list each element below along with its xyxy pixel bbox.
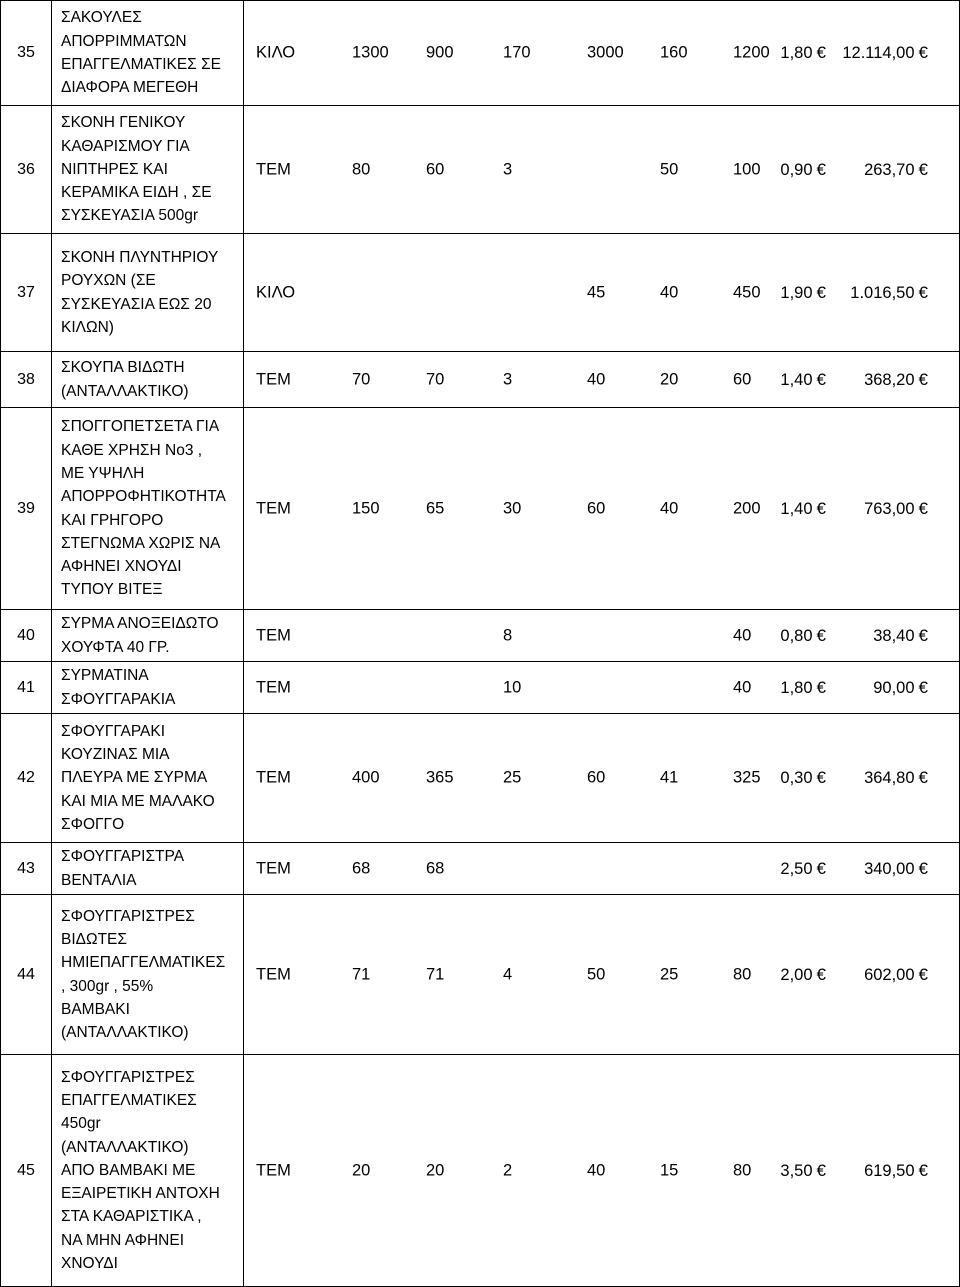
unit-price — [780, 859, 826, 879]
total-price-value: 263,70 — [864, 160, 915, 179]
quantity-q6: 40 — [733, 626, 752, 644]
description-line: ΕΠΑΓΓΕΛΜΑΤΙΚΕΣ ΣΕ — [61, 56, 221, 73]
item-values — [244, 610, 960, 662]
description-line: (ΑΝΤΑΛΛΑΚΤΙΚΟ) — [61, 1024, 189, 1042]
description-line: ΤΥΠΟΥ ΒΙΤΕΞ — [61, 581, 163, 599]
quantity-q4: 3000 — [587, 43, 624, 62]
unit-price-value: 2,50 — [780, 859, 813, 878]
quantity-q4: 40 — [587, 1161, 606, 1179]
item-values — [244, 662, 960, 714]
total-price-value: 340,00 — [864, 859, 915, 878]
quantity-q3: 2 — [503, 1161, 513, 1179]
description-line: ΕΞΑΙΡΕΤΙΚΗ ΑΝΤΟΧΗ — [61, 1185, 220, 1203]
euro-icon: € — [816, 1160, 826, 1180]
item-number: 44 — [1, 895, 52, 1055]
quantity-q1: 70 — [352, 370, 371, 388]
item-values — [244, 714, 960, 843]
description-line: ΣΤΕΓΝΩΜΑ ΧΩΡΙΣ ΝΑ — [61, 534, 221, 552]
item-description — [52, 843, 244, 895]
unit-value: ΤΕΜ — [256, 859, 291, 877]
euro-icon: € — [816, 964, 826, 984]
item-values — [244, 106, 960, 234]
unit-value: ΤΕΜ — [256, 499, 291, 517]
quantity-q3: 25 — [503, 768, 522, 787]
description-line: ΣΚΟΥΠΑ ΒΙΔΩΤΗ — [61, 359, 185, 377]
quantity-q1: 71 — [352, 965, 371, 983]
unit-price-value: 0,30 — [780, 769, 813, 787]
item-number: 40 — [1, 610, 52, 662]
unit-price — [780, 370, 826, 390]
unit-price-value: 0,80 — [780, 626, 813, 645]
unit-price — [780, 499, 826, 519]
euro-icon: € — [816, 369, 826, 389]
quantity-q1: 150 — [352, 499, 380, 517]
unit-price-value: 1,80 — [780, 678, 813, 697]
table-row — [1, 662, 960, 714]
description-line: ΧΝΟΥΔΙ — [61, 1255, 118, 1273]
euro-icon: € — [918, 677, 928, 697]
item-number: 42 — [1, 714, 52, 843]
description-line: ΣΦΟΥΓΓΑΡΑΚΙΑ — [61, 690, 176, 708]
euro-icon: € — [816, 159, 826, 179]
total-price-value: 1.016,50 — [850, 283, 915, 302]
item-description — [52, 1, 244, 106]
description-line: ΣΦΟΓΓΟ — [61, 815, 125, 833]
euro-icon: € — [816, 858, 826, 878]
unit-price — [780, 768, 826, 788]
item-description — [52, 714, 244, 843]
unit-value: ΤΕΜ — [256, 626, 291, 644]
total-price-value: 38,40 — [873, 626, 915, 645]
item-values — [244, 1, 960, 106]
unit-value: ΚΙΛΟ — [256, 43, 296, 62]
total-price — [864, 160, 928, 180]
quantity-q6: 60 — [733, 370, 752, 388]
quantity-q5: 50 — [660, 160, 679, 178]
description-line: ΠΛΕΥΡΑ ΜΕ ΣΥΡΜΑ — [61, 769, 208, 787]
unit-price-value: 1,90 — [780, 283, 813, 302]
euro-icon: € — [918, 369, 928, 389]
quantity-q1: 68 — [352, 859, 371, 877]
quantity-q5: 40 — [660, 499, 679, 517]
description-line: ΜΕ ΥΨΗΛΗ — [61, 464, 145, 482]
quantity-q3: 10 — [503, 678, 522, 696]
quantity-q5: 20 — [660, 370, 679, 388]
table-row — [1, 106, 960, 234]
euro-icon: € — [918, 768, 928, 787]
table-row — [1, 408, 960, 610]
quantity-q1: 1300 — [352, 43, 389, 62]
description-line: ΣΦΟΥΓΓΑΡΙΣΤΡΕΣ — [61, 1068, 195, 1086]
total-price-value: 12.114,00 — [842, 44, 915, 62]
unit-price — [780, 160, 826, 180]
euro-icon: € — [816, 282, 826, 302]
item-number: 41 — [1, 662, 52, 714]
unit-value: ΤΕΜ — [256, 160, 291, 178]
quantity-q2: 365 — [426, 768, 454, 787]
description-line: ΑΠΟΡΡΙΜΜΑΤΩΝ — [61, 32, 187, 50]
description-line: ΣΥΡΜΑΤΙΝΑ — [61, 667, 149, 685]
quantity-q1: 20 — [352, 1161, 371, 1179]
euro-icon: € — [816, 768, 826, 787]
quantity-q2: 71 — [426, 965, 445, 983]
item-number: 37 — [1, 234, 52, 352]
quantity-q5: 15 — [660, 1161, 679, 1179]
description-line: ΣΚΟΝΗ ΠΛΥΝΤΗΡΙΟΥ — [61, 248, 219, 266]
quantity-q4: 60 — [587, 499, 606, 517]
item-values — [244, 234, 960, 352]
description-line: ΝΙΠΤΗΡΕΣ ΚΑΙ — [61, 160, 168, 178]
quantity-q4: 45 — [587, 283, 606, 301]
item-number: 38 — [1, 352, 52, 408]
total-price-value: 364,80 — [864, 769, 915, 787]
description-line: ΗΜΙΕΠΑΓΓΕΛΜΑΤΙΚΕΣ — [61, 954, 226, 972]
quantity-q6: 325 — [733, 768, 761, 787]
unit-price-value: 2,00 — [780, 965, 813, 984]
description-line: ΑΦΗΝΕΙ ΧΝΟΥΔΙ — [61, 558, 182, 576]
item-description — [52, 408, 244, 610]
description-line: ΚΑΘΑΡΙΣΜΟΥ ΓΙΑ — [61, 137, 190, 155]
total-price — [864, 965, 928, 985]
item-values — [244, 408, 960, 610]
quantity-q6: 450 — [733, 283, 761, 301]
description-line: ΒΕΝΤΑΛΙΑ — [61, 871, 137, 889]
unit-price — [780, 43, 826, 63]
item-values — [244, 1055, 960, 1287]
table-row — [1, 843, 960, 895]
item-number: 39 — [1, 408, 52, 610]
item-description — [52, 662, 244, 714]
quantity-q5: 160 — [660, 43, 688, 62]
description-line: ΔΙΑΦΟΡΑ ΜΕΓΕΘΗ — [61, 79, 199, 97]
description-line: ΚΙΛΩΝ) — [61, 318, 114, 336]
quantity-q5: 25 — [660, 965, 679, 983]
quantity-q5: 40 — [660, 283, 679, 301]
total-price-value: 602,00 — [864, 965, 915, 984]
euro-icon: € — [816, 43, 826, 62]
euro-icon: € — [816, 498, 826, 518]
euro-icon: € — [918, 858, 928, 878]
item-number: 35 — [1, 1, 52, 106]
item-description — [52, 610, 244, 662]
unit-value: ΤΕΜ — [256, 965, 291, 983]
description-line: ΚΑΙ ΓΡΗΓΟΡΟ — [61, 511, 164, 529]
quantity-q4: 40 — [587, 370, 606, 388]
description-line: ΣΥΡΜΑ ΑΝΟΞΕΙΔΩΤΟ — [61, 615, 219, 633]
table-row — [1, 1, 960, 106]
unit-price-value: 3,50 — [780, 1161, 813, 1180]
quantity-q6: 1200 — [733, 43, 770, 62]
euro-icon: € — [918, 159, 928, 179]
unit-price — [780, 1161, 826, 1181]
unit-value: ΤΕΜ — [256, 370, 291, 388]
unit-price — [780, 283, 826, 303]
unit-price-value: 0,90 — [780, 160, 813, 179]
description-line: ΣΚΟΝΗ ΓΕΝΙΚΟΥ — [61, 114, 186, 132]
quantity-q2: 70 — [426, 370, 445, 388]
quantity-q4: 50 — [587, 965, 606, 983]
quantity-q6: 100 — [733, 160, 761, 178]
description-line: ΚΑΙ ΜΙΑ ΜΕ ΜΑΛΑΚΟ — [61, 792, 215, 810]
table-row — [1, 610, 960, 662]
description-line: ΒΑΜΒΑΚΙ — [61, 1000, 130, 1018]
quantity-q3: 170 — [503, 43, 531, 62]
quantity-q6: 80 — [733, 1161, 752, 1179]
total-price-value: 619,50 — [864, 1161, 915, 1180]
euro-icon: € — [918, 625, 928, 645]
item-values — [244, 352, 960, 408]
total-price — [873, 626, 928, 646]
description-line: ΒΙΔΩΤΕΣ — [61, 930, 127, 948]
quantity-q3: 3 — [503, 160, 513, 178]
quantity-q4: 60 — [587, 768, 606, 787]
description-line: ΣΦΟΥΓΓΑΡΙΣΤΡΕΣ — [61, 907, 195, 925]
total-price — [864, 370, 928, 390]
item-description — [52, 1055, 244, 1287]
item-number: 43 — [1, 843, 52, 895]
quantity-q6: 200 — [733, 499, 761, 517]
euro-icon: € — [816, 677, 826, 697]
unit-price-value: 1,80 — [780, 44, 813, 62]
description-line: 450gr — [61, 1115, 101, 1133]
description-line: ΡΟΥΧΩΝ (ΣΕ — [61, 272, 156, 290]
unit-value: ΤΕΜ — [256, 1161, 291, 1179]
table-row — [1, 714, 960, 843]
quantity-q5: 41 — [660, 768, 679, 787]
description-line: ΣΑΚΟΥΛΕΣ — [61, 9, 142, 27]
item-description — [52, 895, 244, 1055]
description-line: ΝΑ ΜΗΝ ΑΦΗΝΕΙ — [61, 1231, 185, 1249]
description-line: ΑΠΟ ΒΑΜΒΑΚΙ ΜΕ — [61, 1161, 196, 1179]
description-line: (ΑΝΤΑΛΛΑΚΤΙΚΟ) — [61, 382, 189, 400]
unit-value: ΤΕΜ — [256, 768, 291, 787]
description-line: ΚΟΥΖΙΝΑΣ ΜΙΑ — [61, 746, 170, 764]
quantity-q2: 65 — [426, 499, 445, 517]
euro-icon: € — [918, 43, 928, 62]
description-line: , 300gr , 55% — [61, 977, 154, 995]
unit-value: ΚΙΛΟ — [256, 283, 296, 301]
total-price — [864, 768, 928, 788]
quantity-q3: 8 — [503, 626, 513, 644]
item-description — [52, 234, 244, 352]
quantity-q2: 900 — [426, 43, 454, 62]
total-price — [842, 43, 928, 63]
description-line: ΣΤΑ ΚΑΘΑΡΙΣΤΙΚΑ , — [61, 1208, 202, 1226]
total-price-value: 763,00 — [864, 499, 915, 518]
description-line: (ΑΝΤΑΛΛΑΚΤΙΚΟ) — [61, 1138, 189, 1156]
description-line: ΚΕΡΑΜΙΚΑ ΕΙΔΗ , ΣΕ — [61, 184, 212, 202]
table-row — [1, 352, 960, 408]
item-values — [244, 843, 960, 895]
table-row — [1, 895, 960, 1055]
total-price — [864, 859, 928, 879]
quantity-q2: 68 — [426, 859, 445, 877]
unit-price — [780, 626, 826, 646]
unit-value: ΤΕΜ — [256, 678, 291, 696]
description-line: ΚΑΘΕ ΧΡΗΣΗ Νο3 , — [61, 441, 203, 459]
unit-price — [780, 965, 826, 985]
description-line: ΣΥΣΚΕΥΑΣΙΑ 500gr — [61, 207, 199, 225]
description-line: ΧΟΥΦΤΑ 40 ΓΡ. — [61, 638, 170, 656]
euro-icon: € — [816, 625, 826, 645]
table-row — [1, 234, 960, 352]
quantity-q2: 20 — [426, 1161, 445, 1179]
euro-icon: € — [918, 282, 928, 302]
item-number: 45 — [1, 1055, 52, 1287]
unit-price-value: 1,40 — [780, 499, 813, 518]
quantity-q6: 40 — [733, 678, 752, 696]
total-price-value: 90,00 — [873, 678, 915, 697]
total-price — [850, 283, 928, 303]
quantity-q6: 80 — [733, 965, 752, 983]
description-line: ΣΥΣΚΕΥΑΣΙΑ ΕΩΣ 20 — [61, 295, 212, 313]
quantity-q3: 3 — [503, 370, 513, 388]
item-values — [244, 895, 960, 1055]
item-description — [52, 352, 244, 408]
description-line: ΣΦΟΥΓΓΑΡΙΣΤΡΑ — [61, 848, 185, 866]
euro-icon: € — [918, 964, 928, 984]
quantity-q2: 60 — [426, 160, 445, 178]
unit-price-value: 1,40 — [780, 370, 813, 389]
unit-price — [780, 678, 826, 698]
euro-icon: € — [918, 1160, 928, 1180]
total-price — [864, 499, 928, 519]
quantity-q3: 4 — [503, 965, 513, 983]
description-line: ΣΠΟΓΓΟΠΕΤΣΕΤΑ ΓΙΑ — [61, 418, 220, 436]
description-line: ΕΠΑΓΓΕΛΜΑΤΙΚΕΣ — [61, 1091, 197, 1109]
description-line: ΣΦΟΥΓΓΑΡΑΚΙ — [61, 722, 166, 740]
table-row — [1, 1055, 960, 1287]
item-description — [52, 106, 244, 234]
item-number: 36 — [1, 106, 52, 234]
total-price — [873, 678, 928, 698]
quantity-q1: 400 — [352, 768, 380, 787]
total-price — [864, 1161, 928, 1181]
quantity-q1: 80 — [352, 160, 371, 178]
euro-icon: € — [918, 498, 928, 518]
description-line: ΑΠΟΡΡΟΦΗΤΙΚΟΤΗΤΑ — [61, 488, 226, 506]
quantity-q3: 30 — [503, 499, 522, 517]
total-price-value: 368,20 — [864, 370, 915, 389]
